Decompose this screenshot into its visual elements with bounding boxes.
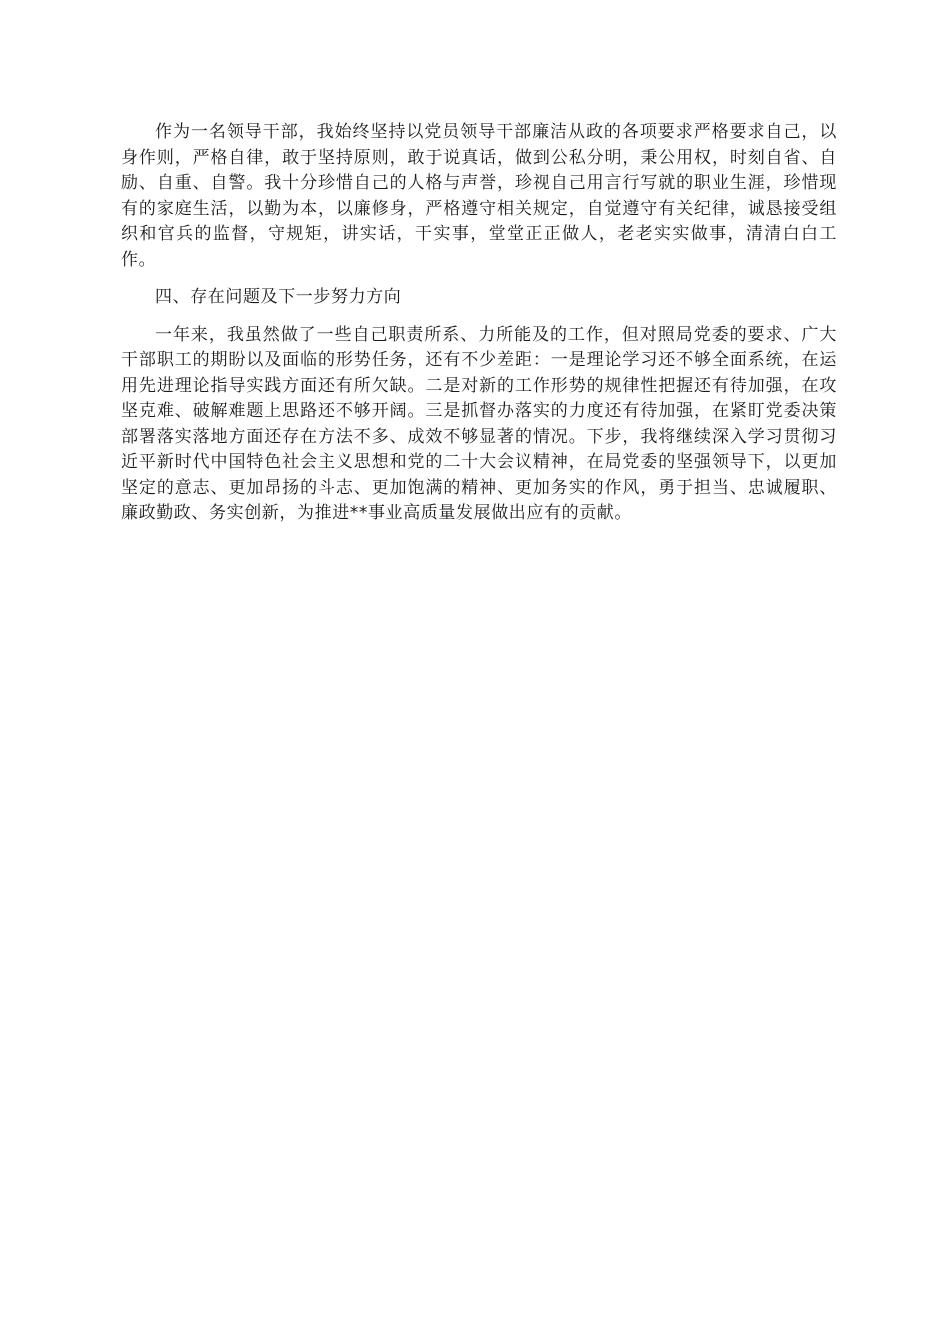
document-body [121, 120, 837, 539]
paragraph-integrity: 作为一名领导干部，我始终坚持以党员领导干部廉洁从政的各项要求严格要求自己，以身作则，严格自律，敢于坚持原则，敢于说真话，做到公私分明，秉公用权，时刻自省、自励、自重、自警。我十分珍惜自己的人格与声誉，珍视自己用言行写就的职业生涯，珍惜现有的家庭生活，以勤为本，以廉修身，严格遵守相关规定，自觉遵守有关纪律，诚恳接受组织和官兵的监督，守规矩，讲实话，干实事，堂堂正正做人，老老实实做事，清清白白工作。 [121, 122, 837, 270]
section-heading: 四、存在问题及下一步努力方向 [155, 287, 402, 307]
paragraph-problems-and-direction: 一年来，我虽然做了一些自己职责所系、力所能及的工作，但对照局党委的要求、广大干部职工的期盼以及面临的形势任务，还有不少差距：一是理论学习还不够全面系统，在运用先进理论指导实践方面还有所欠缺。二是对新的工作形势的规律性把握还有待加强，在攻坚克难、破解难题上思路还不够开阔。三是抓督办落实的力度还有待加强，在紧盯党委决策部署落实落地方面还存在方法不多、成效不够显著的情况。下步，我将继续深入学习贯彻习近平新时代中国特色社会主义思想和党的二十大会议精神，在局党委的坚强领导下，以更加坚定的意志、更加昂扬的斗志、更加饱满的精神、更加务实的作风，勇于担当、忠诚履职、廉政勤政、务实创新，为推进**事业高质量发展做出应有的贡献。 [121, 324, 837, 523]
